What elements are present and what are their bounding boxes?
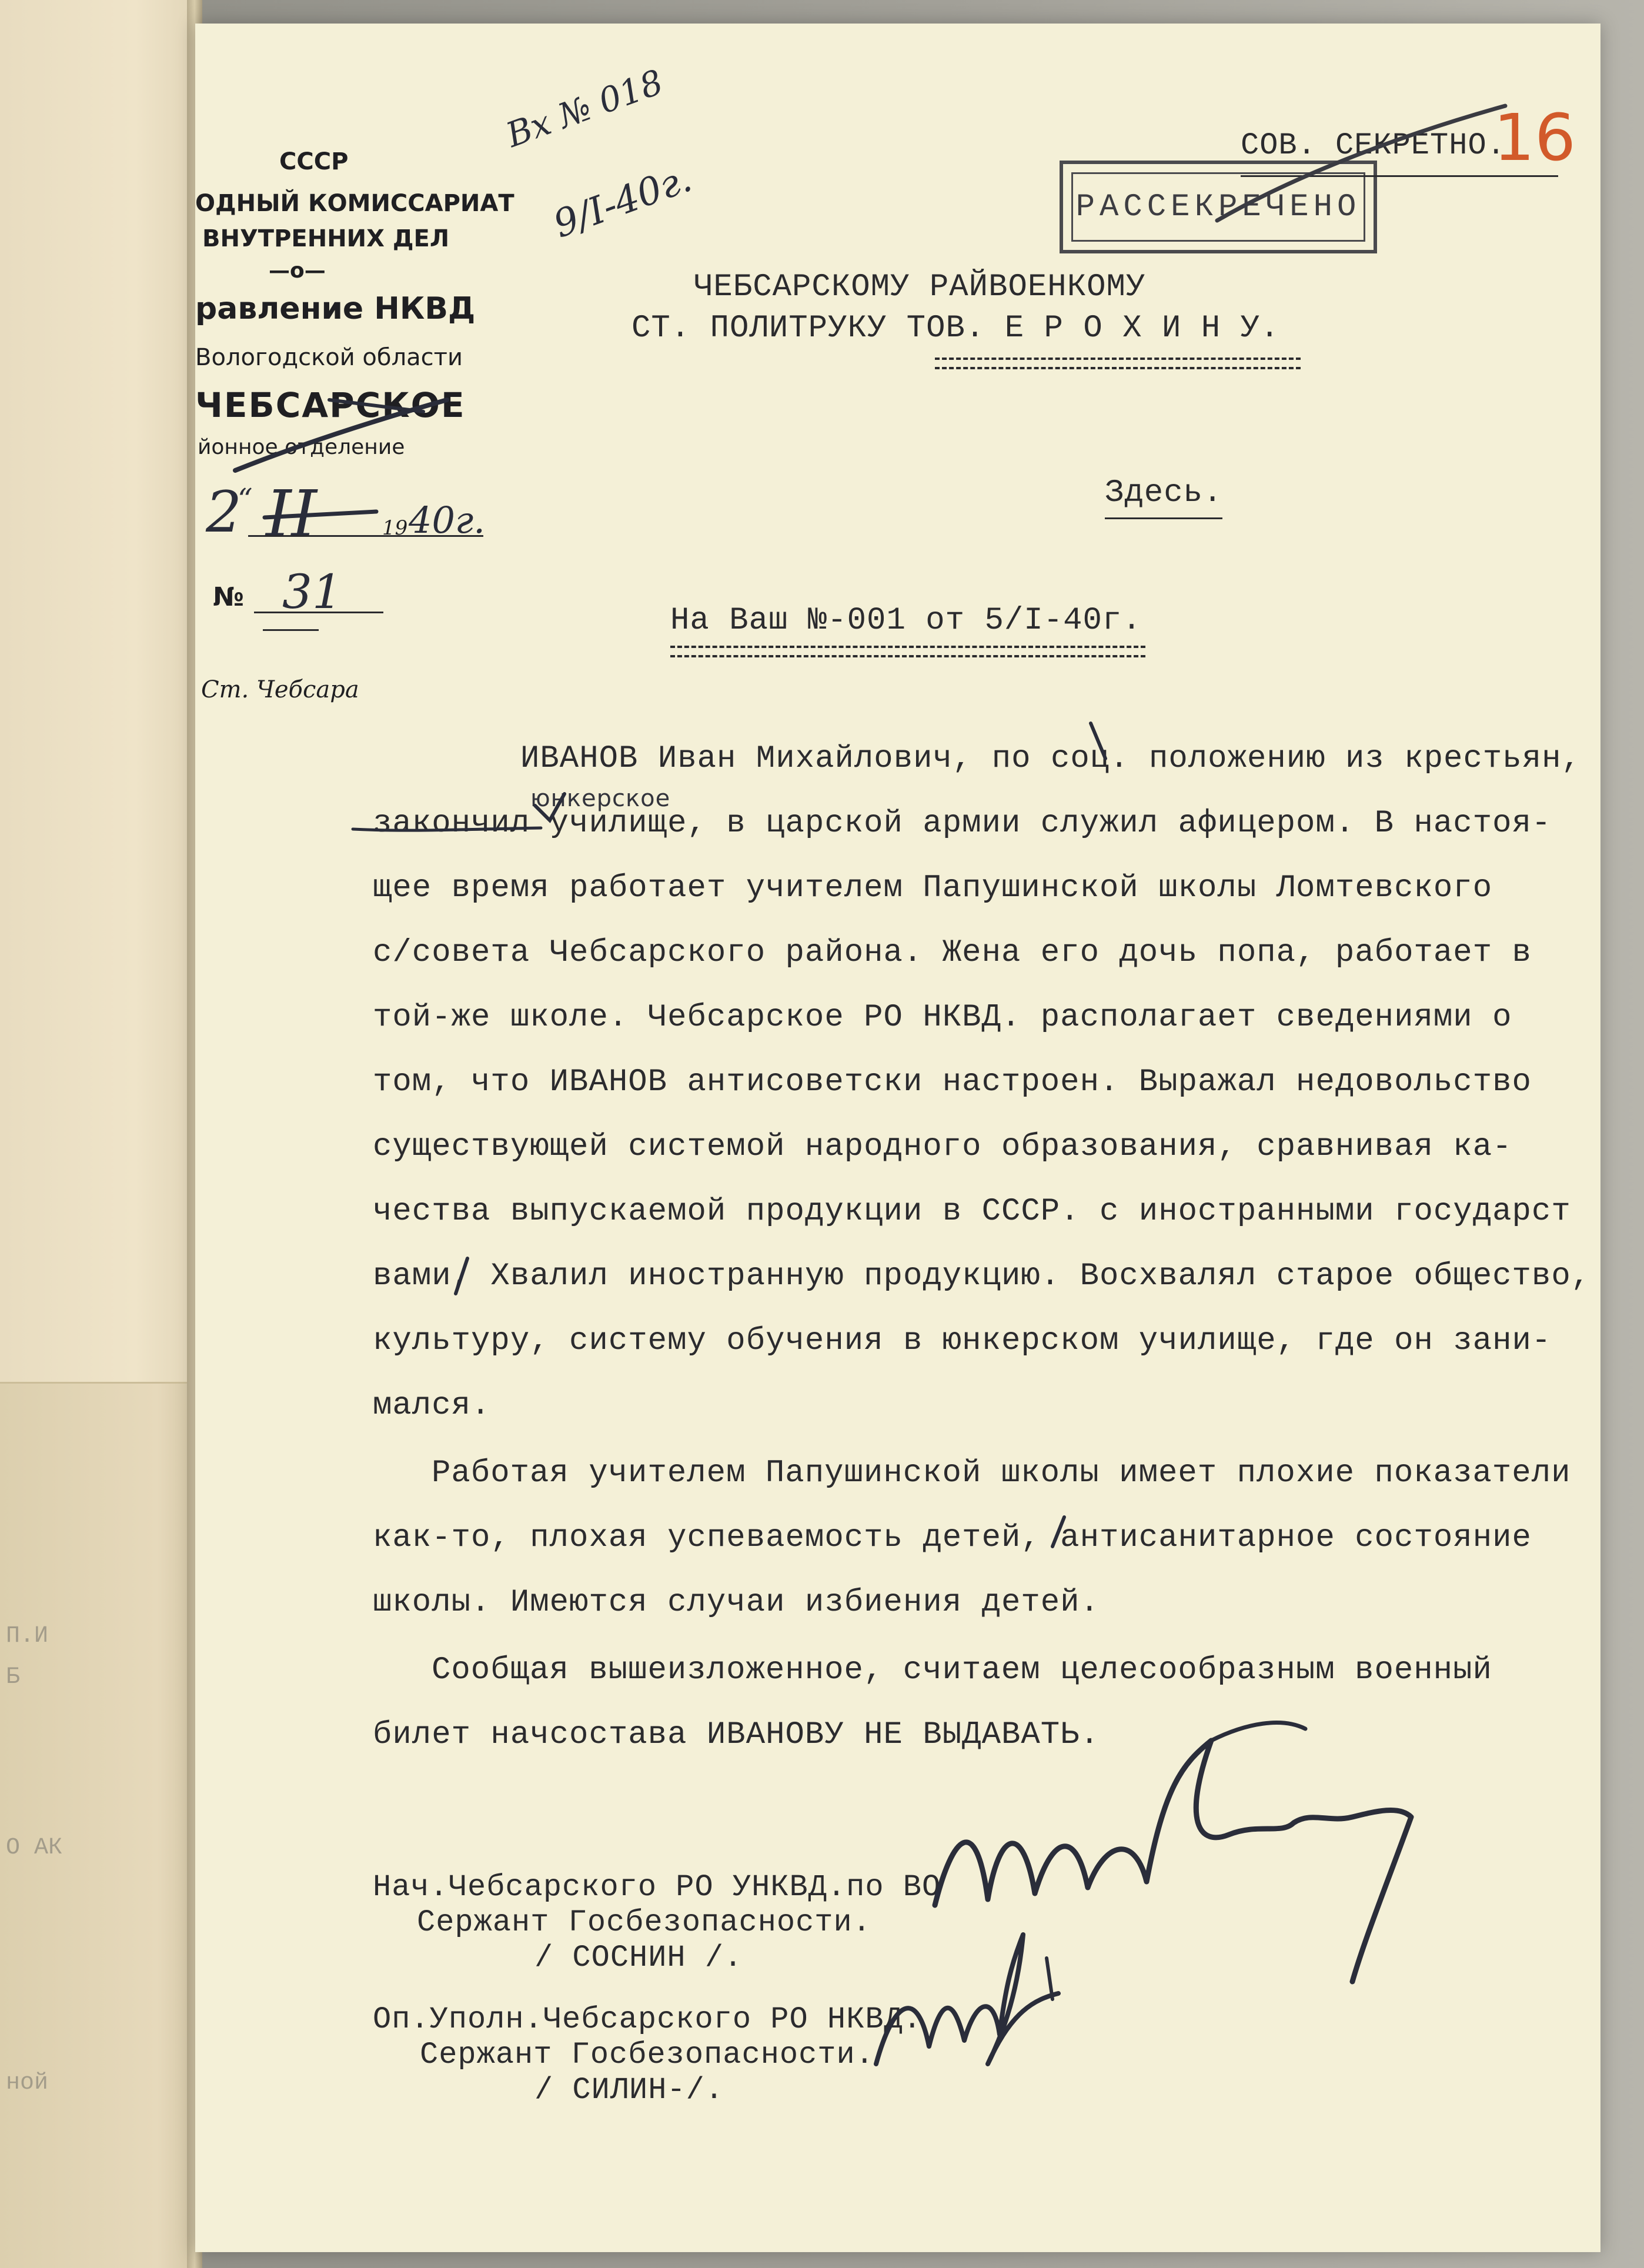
signature-block1-name: / СОСНИН /. [534, 1940, 743, 1975]
signature-block1-rank: Сержант Госбезопасности. [417, 1905, 871, 1940]
addressee-line2: СТ. ПОЛИТРУКУ ТОВ. Е Р О Х И Н У. [631, 310, 1280, 346]
letterhead-directorate: равление НКВД [195, 291, 476, 326]
reference-underline-1 [670, 646, 1145, 648]
body-line: существующей системой народного образования, сравнивая ка- [373, 1129, 1512, 1165]
signature-block2-title: Оп.Уполн.Чебсарского РО НКВД. [373, 2002, 922, 2037]
letterhead-department: йонное отделение [198, 435, 405, 459]
classification-label: СОВ. СЕКРЕТНО. [1241, 128, 1506, 163]
letterhead-separator: —о— [269, 259, 326, 283]
declassified-stamp [1060, 161, 1377, 253]
number-underline [254, 612, 383, 613]
addressee-underline-2 [935, 367, 1301, 369]
body-line: мался. [373, 1388, 491, 1424]
letterhead-district: ЧЕБСАРСКОЕ [195, 385, 466, 425]
addressee-line1: ЧЕБСАРСКОМУ РАЙВОЕНКОМУ [694, 269, 1146, 305]
page-number: 16 [1493, 100, 1576, 175]
letterhead-date-quote: “ [238, 482, 253, 516]
reference-line: На Ваш №-001 от 5/I-40г. [670, 603, 1142, 639]
body-line: той-же школе. Чебсарское РО НКВД. располагает сведениями о [373, 1000, 1512, 1036]
underlying-fragment: ной [6, 2070, 49, 2096]
letterhead-date-day: 2 [206, 479, 242, 545]
reference-underline-2 [670, 655, 1145, 657]
signature-block2-rank: Сержант Госбезопасности. [420, 2037, 874, 2072]
stamp-text: РАССЕКРЕЧЕНО [1075, 189, 1361, 225]
body-line: щее время работает учителем Папушинской школы Ломтевского [373, 870, 1493, 906]
handwritten-insertion: юнкерское [530, 785, 671, 812]
body-line: как-то, плохая успеваемость детей, антисанитарное состояние [373, 1520, 1532, 1556]
body-line: школы. Имеются случаи избиения детей. [373, 1585, 1100, 1621]
body-line: том, что ИВАНОВ антисоветски настроен. Выражал недовольство [373, 1064, 1532, 1100]
letterhead-country: СССР [279, 148, 349, 175]
letterhead-number-label: № [213, 582, 244, 612]
letterhead-place: Ст. Чебсара [201, 676, 359, 703]
letterhead-commissariat-line2: ВНУТРЕННИХ ДЕЛ [202, 225, 450, 252]
body-line: вами, Хвалил иностранную продукцию. Восхвалял старое общество, [373, 1258, 1591, 1294]
addressee-underline-1 [935, 358, 1301, 360]
classification-underline [1241, 175, 1558, 177]
location-label: Здесь. [1105, 475, 1223, 511]
body-line: с/совета Чебсарского района. Жена его дочь попа, работает в [373, 935, 1532, 971]
body-line: закончил училище, в царской армии служил афицером. В настоя- [373, 806, 1552, 841]
letterhead-date-month: II [266, 476, 317, 552]
body-line: чества выпускаемой продукции в СССР. с иностранными государст [373, 1194, 1571, 1230]
date-underline [248, 535, 483, 537]
underlying-text-fragments [0, 1588, 194, 2117]
registration-number-handwritten: Вх № 018 [501, 61, 669, 155]
body-line: билет начсостава ИВАНОВУ НЕ ВЫДАВАТЬ. [373, 1717, 1100, 1753]
underlying-fragment: П.И [6, 1623, 49, 1649]
letterhead-region: Вологодской области [195, 344, 463, 371]
letterhead-number-value: 31 [282, 565, 342, 619]
signature-block1-title: Нач.Чебсарского РО УНКВД.по ВО [373, 1870, 941, 1905]
location-underline [1105, 517, 1222, 519]
underlying-fragment: О АК [6, 1835, 63, 1861]
signature-block2-name: / СИЛИН-/. [534, 2073, 724, 2107]
document-sheet [195, 24, 1600, 2252]
letterhead-date-year-prefix: 19 [382, 516, 408, 540]
letterhead-date-year: 40г. [409, 499, 485, 542]
body-line: культуру, систему обучения в юнкерском училище, где он зани- [373, 1323, 1552, 1359]
body-line: Сообщая вышеизложенное, считаем целесообразным военный [432, 1652, 1492, 1688]
underlying-fragment: Б [6, 1664, 21, 1691]
body-line: Работая учителем Папушинской школы имеет плохие показатели [432, 1455, 1571, 1491]
body-line: ИВАНОВ Иван Михайлович, по соц. положению из крестьян, [520, 741, 1581, 777]
registration-date-handwritten: 9/I-40г. [548, 156, 697, 247]
letterhead-commissariat-line1: ОДНЫЙ КОМИССАРИАТ [195, 190, 514, 217]
number-underline-short [263, 629, 319, 631]
